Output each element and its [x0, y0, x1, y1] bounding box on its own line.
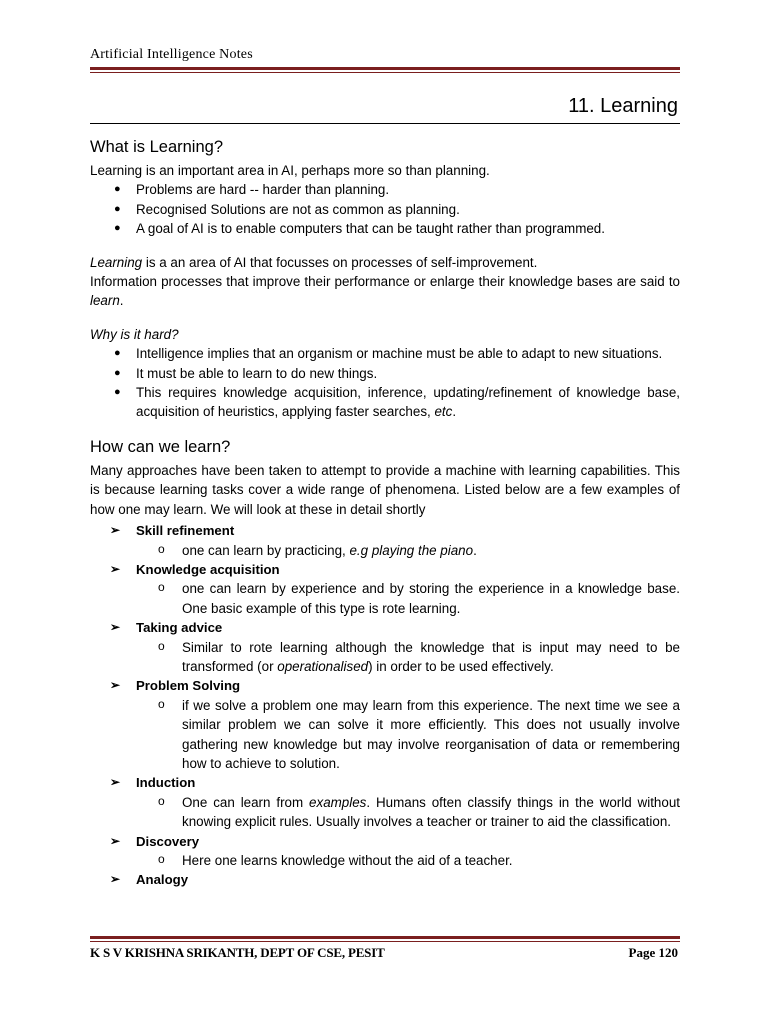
bullet-icon: ●: [114, 183, 121, 196]
arrow-bullet-icon: ➢: [110, 678, 121, 693]
header-rule-thin: [90, 72, 680, 73]
list-item: ● A goal of AI is to enable computers that can be taught rather than programmed.: [90, 219, 680, 238]
footer-rule-thin: [90, 941, 680, 942]
method-description: o one can learn by practicing, e.g playing the piano.: [158, 541, 477, 558]
arrow-bullet-icon: ➢: [110, 620, 121, 635]
page-number: Page 120: [628, 945, 678, 960]
section1-bullet-list: [90, 180, 680, 238]
bullet-icon: ●: [114, 366, 121, 379]
learning-definition: Learning is a an area of AI that focusses on processes of self-improvement.: [90, 254, 538, 270]
why-hard-heading: Why is it hard?: [90, 326, 179, 342]
method-heading: ➢ Taking advice: [90, 618, 680, 637]
method-heading: ➢ Problem Solving: [90, 676, 680, 695]
header-rule-thick: [90, 67, 680, 70]
section-heading-how-can-we-learn: How can we learn?: [90, 437, 231, 456]
circle-bullet-icon: o: [158, 638, 165, 653]
footer-author: K S V KRISHNA SRIKANTH, DEPT OF CSE, PESIT: [90, 945, 385, 960]
circle-bullet-icon: o: [158, 696, 165, 711]
method-heading: ➢ Skill refinement: [90, 521, 680, 540]
method-heading: ➢ Knowledge acquisition: [90, 560, 680, 579]
arrow-bullet-icon: ➢: [110, 561, 121, 576]
method-description: o one can learn by experience and by storing the experience in a knowledge base. One basic example of this type is rote learning.: [158, 580, 680, 616]
circle-bullet-icon: o: [158, 541, 165, 556]
section-heading-what-is-learning: What is Learning?: [90, 138, 223, 156]
method-heading: ➢ Induction: [90, 773, 680, 792]
definition-term: Learning: [90, 254, 143, 270]
circle-bullet-icon: o: [158, 852, 165, 866]
bullet-icon: ●: [114, 222, 121, 235]
method-description: o if we solve a problem one may learn from this experience. The next time we see a similar problem we can solve it more efficiently. This does not usually involve gathering new knowledge but may involve reorganisation of data or remembering how to achieve to solution.: [158, 696, 680, 771]
running-header: Artificial Intelligence Notes: [90, 47, 253, 62]
list-item: ● It must be able to learn to do new things.: [90, 364, 680, 383]
arrow-bullet-icon: ➢: [110, 833, 121, 848]
list-item: ● Recognised Solutions are not as common as planning.: [90, 200, 680, 219]
method-description: o Similar to rote learning although the knowledge that is input may need to be transformed (or operationalised) in order to be used effectively.: [158, 638, 680, 674]
method-heading: ➢ Discovery: [90, 832, 680, 851]
circle-bullet-icon: o: [158, 580, 165, 595]
bullet-icon: ●: [114, 202, 121, 215]
page-content: [90, 136, 680, 890]
footer-rule-thick: [90, 936, 680, 939]
chapter-rule: [90, 123, 680, 124]
learning-methods-list: [90, 521, 680, 890]
arrow-bullet-icon: ➢: [110, 775, 121, 790]
method-description: o One can learn from examples. Humans often classify things in the world without knowing explicit rules. Usually involves a teacher or trainer to aid the classification.: [158, 793, 680, 830]
arrow-bullet-icon: ➢: [110, 523, 121, 538]
method-heading: ➢ Analogy: [90, 870, 680, 889]
section2-intro: Many approaches have been taken to attempt to provide a machine with learning capabilities. This is because learning tasks cover a wide range of phenomena. Listed below are a few examples of how one may learn. We will look at these in detail shortly: [90, 462, 680, 517]
chapter-title: 11. Learning: [568, 95, 678, 117]
list-item: ● This requires knowledge acquisition, inference, updating/refinement of knowledge base, acquisition of heuristics, applying faster searches, etc.: [114, 385, 680, 420]
bullet-icon: ●: [114, 386, 121, 399]
arrow-bullet-icon: ➢: [110, 872, 121, 887]
method-description: o Here one learns knowledge without the aid of a teacher.: [158, 852, 513, 868]
circle-bullet-icon: o: [158, 793, 165, 808]
information-processes-paragraph: Information processes that improve their performance or enlarge their knowledge bases are said to learn.: [90, 274, 680, 309]
bullet-icon: ●: [114, 347, 121, 360]
section1-intro: Learning is an important area in AI, perhaps more so than planning.: [90, 163, 490, 178]
list-item: ● Problems are hard -- harder than planning.: [90, 180, 680, 199]
why-hard-bullet-list: [90, 344, 680, 422]
list-item: ● Intelligence implies that an organism or machine must be able to adapt to new situations.: [90, 344, 680, 363]
